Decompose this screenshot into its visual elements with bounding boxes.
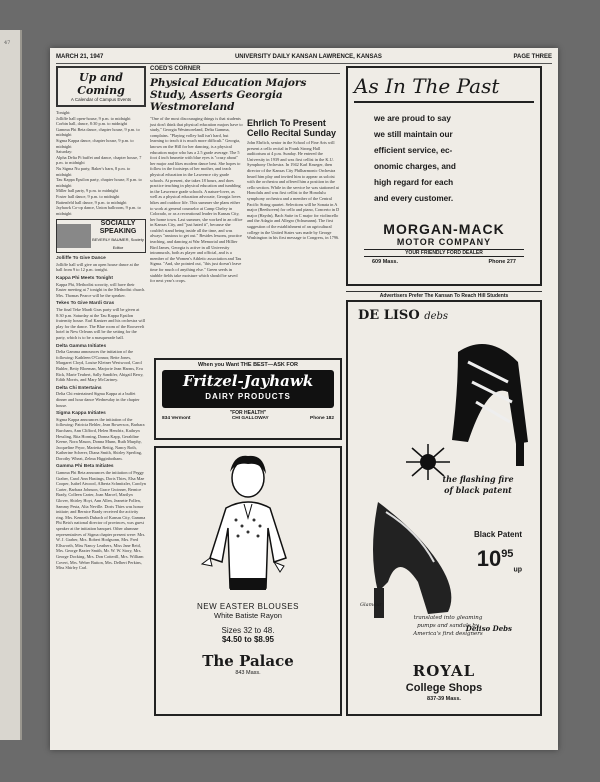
item-text: Jolliffe hall will give an open house dance at the hall from 9 to 12 p.m. tonight. <box>56 261 140 273</box>
morgan-mack-ad <box>346 66 542 286</box>
translated-line: translated into gleaming <box>413 615 483 621</box>
adjacent-page-edge: 47 <box>0 30 22 740</box>
item-heading: Kappa Phi Meets Tonight <box>56 276 113 282</box>
socially-title: SOCIALLY <box>100 220 136 228</box>
cello-article-body: John Ehrlich, senior in the School of Fine Arts will present a cello recital in Frank Strong Hall auditorium at 4 p.m. Sunday. He entered the University in 1939 and was first cellist in the K.U. Symphony Orchestra. In 1942 Karl Krueger, then director of the Kansas City Philharmonic Orchestra heard him play and invited him to appear as soloist with the orchestra and offered him a position in the cello section. While in the service he was stationed at Honolulu and was first cellist to the Honolulu symphony orchestra and a member of the Central Pacific String quartet. Selections will be Sonata in A major (Beethoven) for cello and piano, Concerto in D major (Haydn), Bach Suite in C major for violincello and the Adagio and Allegro (Schumann). The first suggestion of the establishment of an agricultural college in the United States was made by George Washington in his first message to Congress, in 1796. <box>247 140 340 241</box>
events-list <box>56 110 146 216</box>
blouse-headline: NEW EASTER BLOUSES <box>197 602 299 611</box>
store-address: 843 Mass. <box>235 670 261 676</box>
fritzel-health: "FOR HEALTH" <box>229 410 267 416</box>
events-day: Tonight: <box>56 110 71 115</box>
society-column <box>56 66 146 742</box>
price-dollars: 10 <box>476 546 502 571</box>
paper-title: UNIVERSITY DAILY KANSAN LAWRENCE, KANSAS <box>234 54 382 60</box>
masthead <box>56 54 552 64</box>
coeds-corner <box>150 66 340 366</box>
ad-line: efficient service, ec- <box>374 146 453 155</box>
coeds-corner-label: COED'S CORNER <box>150 66 340 74</box>
deliso-brand <box>358 308 448 323</box>
fritzel-phone: Phone 182 <box>310 416 334 421</box>
event-item: Nu Sigma Nu party, Baker's barn, 8 p.m. to midnight <box>56 165 131 177</box>
deliso-brand-name: DE LISO <box>358 308 420 323</box>
company-name: MORGAN-MACK <box>383 221 505 237</box>
item-heading: Sigma Kappa Initiates <box>56 411 106 417</box>
tagline-line-1: the flashing fire <box>442 474 514 484</box>
item-text: Delta Gamma announces the initiation of the following: Kathleen O'Connor, Bette Jones, Margaret Cloyd, Louise Kleiner Westwood, Carol Buhler, Betty Bloeman, Marjorie Jean Harms, Eva Rick, Marie Teubert, Sally Sandifer, Abigail Berry, Edith Morris, and Mary McCartney. <box>56 349 144 383</box>
black-patent-label: Black Patent <box>473 530 522 539</box>
deliso-brand-sub: debs <box>424 311 449 322</box>
issue-date: MARCH 21, 1947 <box>56 54 104 60</box>
item-heading: Delta Gamma Initiates <box>56 343 107 349</box>
company-slogan: YOUR FRIENDLY FORD DEALER <box>364 249 524 257</box>
society-items <box>56 256 146 570</box>
item-heading: Gamma Phi Beta Initiates <box>56 464 114 470</box>
speaking-title: SPEAKING <box>99 228 137 236</box>
advertisers-banner: Advertisers Prefer The Kansan To Reach Hill Students <box>346 291 542 301</box>
item-text: Sigma Kappa announces the initiation of the following: Patricia Behler, Jean Bowersox, Barbara Burcham, Ann Clifford, Helen Hendrix, Kathryn Hessling, Rita Horning, Donna Kapp, Geraldine Keene, Nora Mason, Donna Munn, Ruth Murphy, Jacqueline Pryor, Marietta Rettig, Nancy Roth, Katherine Scherer, Diana Smith, Shirley Sperling, Dorothy Wheat, Zelma Higginbotham. <box>56 416 145 461</box>
ad-line: we are proud to say <box>374 114 451 123</box>
tagline-line-2: of black patent <box>444 485 512 495</box>
company-address: 609 Mass. <box>372 259 398 265</box>
fritzel-manager: CHI GALLOWAY <box>231 416 269 421</box>
price-cents: 95 <box>501 548 514 560</box>
event-item: Jolliffe hall open-house, 9 p.m. to midnight <box>56 115 131 121</box>
translated-line: pumps and sandals by <box>417 623 479 629</box>
event-item: Battenfeld hall dance, 9 p.m. to midnight <box>56 199 127 205</box>
event-item: Miller hall party, 9 p.m. to midnight <box>56 188 118 194</box>
event-item: Jayhawk Co-op dance, Union ballroom, 9 p.m. to midnight <box>56 205 141 216</box>
fritzel-address: 834 Vermont <box>162 416 191 421</box>
item-text: Delta Chi entertained Sigma Kappa at a buffet dinner and hour dance Wednesday in the chapter house. <box>56 391 140 408</box>
article-headline: Physical Education Majors Study, Asserts Georgia Westmoreland <box>150 77 307 113</box>
ad-line: and every customer. <box>374 194 454 203</box>
college-shops: College Shops <box>405 682 483 694</box>
article-body: "One of the most discouraging things is that students just don't think that physical education majors have to study," Georgia Westmoreland, Delta Gamma, complains. "Playing volley ball isn't hard, but learning to teach it is much more difficult." Georgia, known on the Hill for her dancing, is a physical education major who has a 2.5 grade average. The 5 foot 4 inch brunette with blue eyes is "crazy about" her major and likes modern dance best. She hopes to follow in the footsteps of her mother, and teach physical education in the Lawrence city grade schools. At present, she takes 18 hours, and does practice teaching in physical education and tumbling in the Lawrence grade schools. A nature-lover, as well as a physical education advocate, Georgia loves hikes and outdoor life. This summer she plans either to work at general counselor at Camp Cheley in Colorado, or as a recreational leader in Kansas City, her home town. Last summer, she worked in an office in Kansas City, and "just hated it", because she couldn't stand being inside all the time, and was always "anxious to get out." Besides lessons, practice teaching, and dancing at War Memorial and Hillier Bird James, Georgia is active in all University intramurals, both as player and official, and is a member of the Women's Athletic association and Tau Sigma. "And, she pointed out, "this just doesn't leave time for much of anything else." Green seeds in stubble fields take moisture which should be saved for next year's crops. <box>150 116 243 284</box>
event-item: Alpha Delta Pi buffet and dance, chapter house, 7 p.m. to midnight <box>56 154 142 166</box>
event-item: Tau Kappa Epsilon party, chapter house, 8 p.m. to midnight <box>56 177 142 188</box>
cello-headline: Ehrlich To Present Cello Recital Sunday <box>247 118 337 138</box>
society-editor-byline: BEVERLY BAUMER, Society Editor <box>92 237 144 251</box>
ad-line: onomic charges, and <box>374 162 456 171</box>
event-item: Foster hall dance, 9 p.m. to midnight <box>56 193 120 199</box>
item-heading: Jolliffe To Give Dance <box>56 256 106 262</box>
blouse-illustration <box>156 448 340 598</box>
fritzel-logo-text: Fritzel-Jayhawk <box>182 372 314 390</box>
event-item: Saturday: <box>56 149 73 155</box>
page-number: PAGE THREE <box>513 54 552 60</box>
deliso-shoe-ad <box>346 300 542 716</box>
ad-line: high regard for each <box>374 178 454 187</box>
event-item: Sigma Kappa dance, chapter house, 9 p.m. to midnight <box>56 137 134 149</box>
blouse-sizes: Sizes 32 to 48. <box>221 626 275 635</box>
store-name: The Palace <box>202 652 294 670</box>
item-heading: Delta Chi Entertains <box>56 385 102 391</box>
company-name-2: MOTOR COMPANY <box>396 237 492 247</box>
blouse-price: $4.50 to $8.95 <box>221 635 275 644</box>
item-text: Gamma Phi Beta announces the initiation of Peggy Graber, Carol Ann Hastings, Doris Thies, Elsa Mae Cooper, Isabel Atwood, Alberta Schmitzler, Carolyn Carter, Barbara Johnson, Grace Gwinner, Bernice Brady, Colleen Carter, Joan Marcel, Marilyn Glover, Shirley Hoyt, Ann Allen, Jeanette Follen, Sammy Pesta, Alta Neville. Doris Thies was honor initiate; and Bernice Brady received the activity ring. Mrs. Kenneth Dubach of Kansas City, Gamma Phi Beta's national director of provinces, was guest speaker at the initiation banquet. Other alumnae representatives of Sigma chapter present were: Mrs. W. J. Graber, Mrs. Robert Hodgsonn, Mrs. Fred Ellsworth, Miss Nancy Leathers, Miss Jane Reid, Mrs. George Baxter Smith, Mr. W. W. Story, Mrs. George Docking, Mrs. Don Cotterill, Mrs. William Covert, Mrs. Weber Button, Mrs. Delbert Perkins, Miss Shirley Carl. <box>56 470 146 571</box>
price-up: up <box>513 566 522 574</box>
event-item: Gamma Phi Beta dance, chapter house, 9 p.m. to midnight <box>56 126 140 138</box>
item-heading: Tekes To Give Mardi Gras <box>56 301 115 307</box>
ad-title: As In The Past <box>354 74 534 103</box>
up-and-coming-box <box>56 66 146 107</box>
ad-line: we still maintain our <box>374 130 453 139</box>
fritzel-logo-sub: DAIRY PRODUCTS <box>205 392 291 401</box>
blouse-material: White Batiste Rayon <box>214 611 282 620</box>
item-text: Kappa Phi, Methodist sorority, will have their Easter meeting at 7 tonight in the Methodist church. Mrs. Thomas Pearce will be the speaker. <box>56 281 146 298</box>
glamour-caption: Glamour <box>360 602 382 608</box>
fritzel-logo <box>162 370 334 408</box>
royal-store-name: ROYAL <box>412 662 476 680</box>
event-item: Corbin hall, dance, 8:30 p.m. to midnight <box>56 121 128 127</box>
fritzel-dairy-ad <box>154 358 342 440</box>
deliso-signature: Deliso Debs <box>465 624 512 633</box>
deliso-tagline <box>418 474 538 496</box>
item-text: The final Teke Mardi Gras party will be given at 8:30 p.m. Saturday at the Tau Kappa Epsilon fraternity house. Earl Kantzer and his orchestra will play for the dance. The Blue room of the Roosevelt hotel in New Orleans will be the setting for the party, which is to be a masquerade ball. <box>56 307 146 340</box>
socially-speaking-header <box>56 219 146 253</box>
fritzel-tagline: When you Want THE BEST—ASK FOR <box>197 362 298 368</box>
palace-blouse-ad <box>154 446 342 716</box>
company-phone: Phone 277 <box>488 259 516 265</box>
up-and-coming-subtitle: A Calendar of Campus Events <box>70 97 132 102</box>
up-and-coming-title: Up and Coming <box>77 71 125 97</box>
socially-speaking-illustration <box>57 224 91 248</box>
shoe-price <box>477 546 522 573</box>
newspaper-page <box>50 48 558 750</box>
translated-line: America's first designers <box>413 631 483 637</box>
royal-address: 837-39 Mass. <box>427 696 461 702</box>
